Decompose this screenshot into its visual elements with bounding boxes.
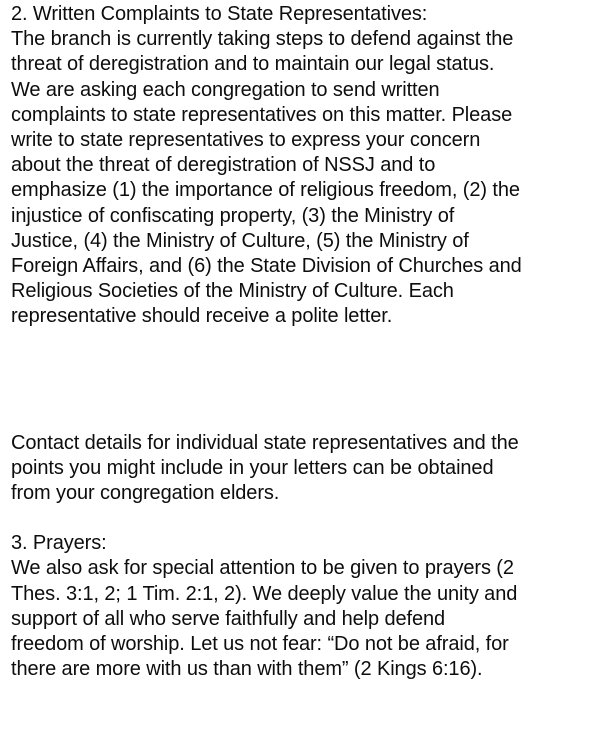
paragraph-line: injustice of confiscating property, (3) the Ministry of (11, 204, 455, 227)
paragraph-line: complaints to state representatives on this matter. Please (11, 103, 513, 126)
section-heading-prayers: 3. Prayers: (11, 532, 107, 555)
paragraph-line: there are more with us than with them” (2 Kings 6:16). (11, 658, 483, 681)
blank-space (11, 506, 597, 531)
paragraph-line: about the threat of deregistration of NSSJ and to (11, 154, 436, 177)
paragraph-line: The branch is currently taking steps to defend against the (11, 28, 514, 51)
blank-space (11, 330, 597, 431)
paragraph-line: Justice, (4) the Ministry of Culture, (5) the Ministry of (11, 229, 469, 252)
paragraph-line: Contact details for individual state representatives and the (11, 431, 519, 454)
paragraph-line: freedom of worship. Let us not fear: “Do not be afraid, for (11, 633, 509, 656)
paragraph-line: representative should receive a polite letter. (11, 305, 393, 328)
paragraph-line: points you might include in your letters can be obtained (11, 456, 494, 479)
paragraph-line: emphasize (1) the importance of religious freedom, (2) the (11, 179, 520, 202)
paragraph-line: from your congregation elders. (11, 482, 280, 505)
section-written-complaints (11, 2, 597, 330)
paragraph-line: Religious Societies of the Ministry of Culture. Each (11, 280, 454, 303)
paragraph-line: We are asking each congregation to send written (11, 78, 440, 101)
section-prayers (11, 531, 597, 682)
paragraph-line: Thes. 3:1, 2; 1 Tim. 2:1, 2). We deeply value the unity and (11, 582, 518, 605)
contact-paragraph (11, 431, 597, 507)
section-heading-complaints: 2. Written Complaints to State Representatives: (11, 3, 428, 25)
paragraph-line: We also ask for special attention to be given to prayers (2 (11, 557, 514, 580)
paragraph-line: support of all who serve faithfully and help defend (11, 607, 446, 630)
paragraph-line: Foreign Affairs, and (6) the State Division of Churches and (11, 255, 522, 278)
paragraph-line: write to state representatives to express your concern (11, 129, 481, 152)
paragraph-line: threat of deregistration and to maintain our legal status. (11, 53, 495, 76)
document-body (11, 2, 597, 682)
